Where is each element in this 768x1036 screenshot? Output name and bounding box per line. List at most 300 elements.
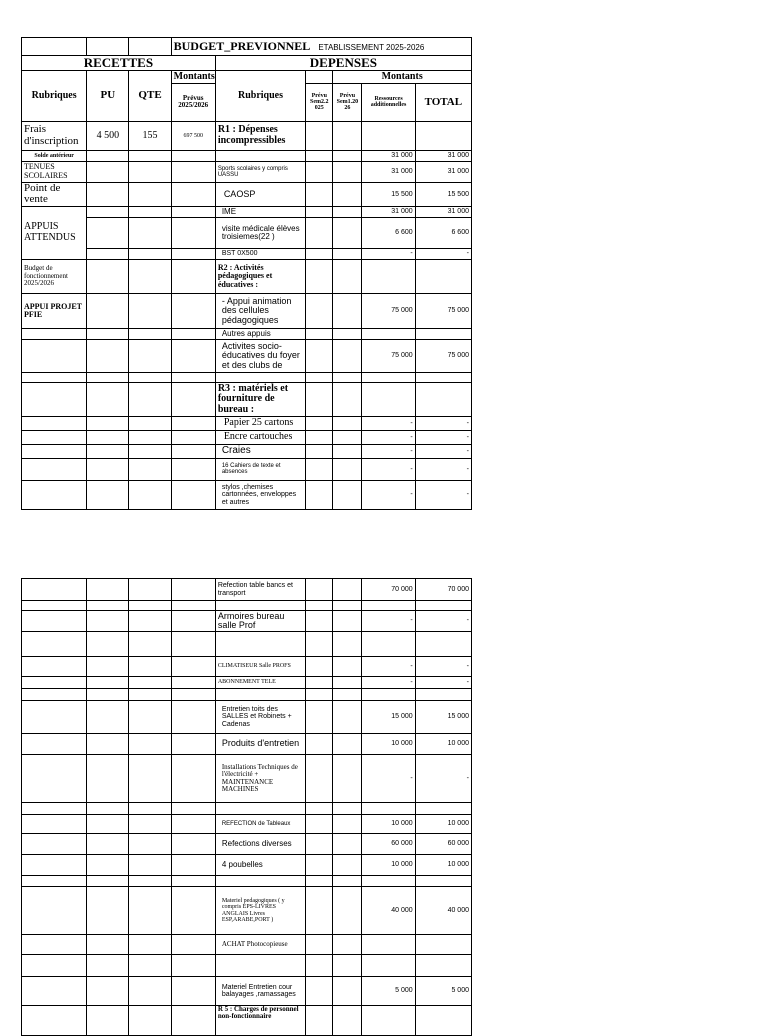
blank-cell [306, 161, 333, 182]
depense-label: ABONNEMENT TELE [215, 677, 305, 689]
blank-cell [87, 1006, 129, 1036]
ressources-header: Ressources additionnelles [362, 83, 415, 121]
blank-cell [306, 150, 333, 161]
blank-cell [22, 803, 87, 815]
depense-label: Encre cartouches [215, 430, 305, 444]
total-value [415, 328, 471, 339]
blank-cell [333, 955, 362, 977]
ressources-value: 60 000 [362, 834, 415, 855]
blank-cell [129, 887, 171, 935]
blank-cell [215, 372, 305, 382]
total-value: - [415, 430, 471, 444]
blank-cell [171, 955, 215, 977]
blank-cell [22, 657, 87, 677]
blank-cell [333, 293, 362, 328]
blank-cell [333, 382, 362, 416]
total-value: - [415, 248, 471, 259]
blank-cell [129, 689, 171, 701]
appui-projet-label: APPUI PROJET PFIE [22, 293, 87, 328]
blank-cell [415, 259, 471, 293]
blank-cell [215, 876, 305, 887]
blank-cell [306, 803, 333, 815]
blank-cell [22, 1006, 87, 1036]
blank-cell [306, 632, 333, 657]
blank-cell [215, 803, 305, 815]
blank-cell [87, 689, 129, 701]
blank-cell [171, 372, 215, 382]
ressources-value: - [362, 677, 415, 689]
prevus-header: Prévus 2025/2026 [171, 83, 215, 121]
blank-cell [87, 38, 129, 56]
blank-cell [129, 1006, 171, 1036]
blank-cell [306, 657, 333, 677]
ressources-value: 6 600 [362, 217, 415, 248]
blank-cell [129, 293, 171, 328]
blank-cell [129, 458, 171, 480]
etablissement-subtitle: ETABLISSEMENT 2025-2026 [318, 43, 425, 52]
ressources-value: - [362, 248, 415, 259]
depense-label: visite médicale élèves troisiemes(22 ) [215, 217, 305, 248]
blank-cell [306, 611, 333, 632]
title-cell [171, 38, 471, 56]
qte-header: QTE [129, 70, 171, 121]
depense-label: Refection table bancs et transport [215, 579, 305, 601]
blank-cell [415, 876, 471, 887]
prevu-sem-header: Prévu Sem1.20 26 [333, 83, 362, 121]
blank-cell [129, 339, 171, 372]
depense-label: Activites socio-éducatives du foyer et des clubs de [215, 339, 305, 372]
blank-cell [306, 458, 333, 480]
depense-label: Autres appuis [215, 328, 305, 339]
ressources-value: 70 000 [362, 579, 415, 601]
blank-cell [333, 815, 362, 834]
blank-cell [129, 259, 171, 293]
blank-cell [171, 416, 215, 430]
budget-fonctionnement-label: Budget de fonctionnement 2025/2026 [22, 259, 87, 293]
blank-cell [171, 444, 215, 458]
blank-cell [306, 328, 333, 339]
blank-cell [333, 876, 362, 887]
blank-cell [306, 480, 333, 509]
blank-cell [171, 834, 215, 855]
blank-cell [87, 677, 129, 689]
blank-cell [171, 206, 215, 217]
total-value: 6 600 [415, 217, 471, 248]
blank-cell [415, 121, 471, 150]
blank-cell [333, 834, 362, 855]
depense-label: Craies [215, 444, 305, 458]
blank-cell [306, 293, 333, 328]
blank-cell [171, 430, 215, 444]
blank-cell [333, 444, 362, 458]
total-header: TOTAL [415, 83, 471, 121]
blank-cell [171, 611, 215, 632]
blank-cell [129, 38, 171, 56]
blank-cell [129, 815, 171, 834]
blank-cell [306, 755, 333, 803]
blank-cell [87, 339, 129, 372]
depense-label: 16 Cahiers de texte et absences [215, 458, 305, 480]
blank-cell [306, 1006, 333, 1036]
blank-cell [22, 372, 87, 382]
ressources-value [362, 328, 415, 339]
blank-cell [171, 977, 215, 1006]
blank-cell [306, 601, 333, 611]
blank-cell [415, 689, 471, 701]
blank-cell [171, 259, 215, 293]
blank-cell [87, 150, 129, 161]
blank-cell [129, 382, 171, 416]
blank-cell [333, 217, 362, 248]
frais-pu: 4 500 [87, 121, 129, 150]
blank-cell [415, 382, 471, 416]
blank-cell [171, 480, 215, 509]
blank-cell [129, 480, 171, 509]
blank-cell [22, 611, 87, 632]
blank-cell [415, 601, 471, 611]
blank-cell [129, 328, 171, 339]
blank-cell [333, 601, 362, 611]
blank-cell [362, 121, 415, 150]
blank-cell [333, 677, 362, 689]
blank-cell [306, 579, 333, 601]
blank-cell [87, 372, 129, 382]
blank-cell [22, 579, 87, 601]
blank-cell [333, 416, 362, 430]
blank-cell [22, 977, 87, 1006]
blank-cell [129, 935, 171, 955]
blank-cell [171, 161, 215, 182]
blank-cell [129, 161, 171, 182]
blank-cell [22, 458, 87, 480]
blank-cell [22, 328, 87, 339]
budget-title: BUDGET_PREVIONNEL [173, 39, 311, 53]
blank-cell [22, 339, 87, 372]
recettes-montants-header: Montants [171, 70, 215, 83]
ressources-value: 31 000 [362, 150, 415, 161]
blank-cell [129, 579, 171, 601]
blank-cell [215, 601, 305, 611]
blank-cell [22, 876, 87, 887]
blank-cell [171, 855, 215, 876]
blank-cell [87, 217, 129, 248]
ressources-value [362, 935, 415, 955]
blank-cell [306, 416, 333, 430]
blank-cell [333, 689, 362, 701]
depense-label: Materiel pedagogiques ( y compris EPS-LIVRES ANGLAIS Livres ESP,ARABE,PORT ) [215, 887, 305, 935]
blank-cell [171, 217, 215, 248]
ressources-value: 10 000 [362, 855, 415, 876]
blank-cell [171, 339, 215, 372]
blank-cell [22, 632, 87, 657]
blank-cell [22, 701, 87, 734]
blank-cell [306, 444, 333, 458]
blank-cell [306, 955, 333, 977]
depenses-montants-header: Montants [333, 70, 472, 83]
blank-cell [333, 701, 362, 734]
blank-cell [129, 217, 171, 248]
ressources-value: - [362, 458, 415, 480]
blank-cell [87, 755, 129, 803]
blank-cell [333, 161, 362, 182]
blank-cell [333, 734, 362, 755]
depense-label: CAOSP [215, 182, 305, 206]
budget-table-page2 [21, 578, 472, 1036]
blank-cell [171, 328, 215, 339]
blank-cell [22, 480, 87, 509]
total-value: - [415, 755, 471, 803]
total-value: - [415, 444, 471, 458]
depense-label: BST 0X500 [215, 248, 305, 259]
blank-cell [87, 876, 129, 887]
blank-cell [333, 977, 362, 1006]
blank-cell [333, 121, 362, 150]
pu-header: PU [87, 70, 129, 121]
blank-cell [87, 293, 129, 328]
blank-cell [171, 382, 215, 416]
blank-cell [362, 372, 415, 382]
blank-cell [22, 416, 87, 430]
blank-cell [306, 70, 333, 83]
blank-cell [306, 887, 333, 935]
blank-cell [306, 430, 333, 444]
ressources-value: - [362, 430, 415, 444]
blank-cell [87, 601, 129, 611]
blank-cell [333, 248, 362, 259]
blank-cell [87, 206, 129, 217]
blank-cell [87, 803, 129, 815]
blank-cell [171, 182, 215, 206]
blank-cell [22, 430, 87, 444]
blank-cell [171, 755, 215, 803]
blank-cell [306, 382, 333, 416]
blank-cell [362, 955, 415, 977]
blank-cell [333, 887, 362, 935]
blank-cell [215, 689, 305, 701]
ressources-value: - [362, 416, 415, 430]
blank-cell [129, 632, 171, 657]
ressources-value: 31 000 [362, 206, 415, 217]
blank-cell [129, 977, 171, 1006]
blank-cell [129, 734, 171, 755]
blank-cell [129, 855, 171, 876]
blank-cell [87, 161, 129, 182]
appuis-label: APPUIS ATTENDUS [22, 206, 87, 259]
depense-label: Papier 25 cartons [215, 416, 305, 430]
blank-cell [306, 876, 333, 887]
blank-cell [171, 1006, 215, 1036]
blank-cell [22, 935, 87, 955]
blank-cell [171, 601, 215, 611]
frais-qte: 155 [129, 121, 171, 150]
blank-cell [87, 430, 129, 444]
depense-label: IME [215, 206, 305, 217]
blank-cell [171, 734, 215, 755]
total-value: - [415, 677, 471, 689]
blank-cell [87, 248, 129, 259]
ressources-value: 5 000 [362, 977, 415, 1006]
blank-cell [333, 632, 362, 657]
blank-cell [333, 150, 362, 161]
blank-cell [171, 677, 215, 689]
blank-cell [306, 339, 333, 372]
blank-cell [306, 372, 333, 382]
ressources-value: - [362, 444, 415, 458]
blank-cell [129, 430, 171, 444]
total-value: - [415, 657, 471, 677]
blank-cell [306, 935, 333, 955]
recettes-header: RECETTES [22, 55, 216, 70]
blank-cell [171, 657, 215, 677]
blank-cell [171, 887, 215, 935]
blank-cell [87, 444, 129, 458]
ressources-value: - [362, 611, 415, 632]
blank-cell [215, 955, 305, 977]
blank-cell [129, 372, 171, 382]
blank-cell [306, 217, 333, 248]
blank-cell [129, 248, 171, 259]
blank-cell [171, 935, 215, 955]
blank-cell [333, 339, 362, 372]
depenses-header: DEPENSES [215, 55, 471, 70]
depenses-rubriques-header: Rubriques [215, 70, 305, 121]
blank-cell [333, 328, 362, 339]
blank-cell [87, 480, 129, 509]
blank-cell [87, 935, 129, 955]
blank-cell [129, 955, 171, 977]
blank-cell [87, 977, 129, 1006]
blank-cell [333, 259, 362, 293]
total-value: - [415, 416, 471, 430]
depense-label: - Appui animation des cellules pédagogiques [215, 293, 305, 328]
blank-cell [22, 855, 87, 876]
blank-cell [22, 38, 87, 56]
blank-cell [362, 689, 415, 701]
frais-prevus: 697 500 [171, 121, 215, 150]
blank-cell [129, 803, 171, 815]
blank-cell [87, 855, 129, 876]
ressources-value: 40 000 [362, 887, 415, 935]
total-value: 31 000 [415, 206, 471, 217]
blank-cell [362, 876, 415, 887]
blank-cell [87, 815, 129, 834]
frais-label: Frais d'inscription [22, 121, 87, 150]
depense-label: stylos ,chemises cartonnées, enveloppes et autres [215, 480, 305, 509]
ressources-value: - [362, 480, 415, 509]
blank-cell [171, 803, 215, 815]
blank-cell [171, 293, 215, 328]
blank-cell [22, 755, 87, 803]
ressources-value: 15 000 [362, 701, 415, 734]
blank-cell [362, 259, 415, 293]
blank-cell [306, 182, 333, 206]
blank-cell [87, 416, 129, 430]
blank-cell [129, 182, 171, 206]
total-value: 31 000 [415, 161, 471, 182]
blank-cell [306, 677, 333, 689]
total-value [415, 935, 471, 955]
blank-cell [415, 632, 471, 657]
ressources-value: 10 000 [362, 815, 415, 834]
blank-cell [333, 755, 362, 803]
blank-cell [22, 677, 87, 689]
depense-label: CLIMATISEUR Salle PROFS [215, 657, 305, 677]
blank-cell [87, 382, 129, 416]
blank-cell [87, 955, 129, 977]
blank-cell [171, 150, 215, 161]
blank-cell [333, 935, 362, 955]
blank-cell [333, 372, 362, 382]
ressources-value: - [362, 657, 415, 677]
total-value: 70 000 [415, 579, 471, 601]
blank-cell [171, 689, 215, 701]
blank-cell [415, 955, 471, 977]
blank-cell [87, 611, 129, 632]
blank-cell [87, 657, 129, 677]
ressources-value: 15 500 [362, 182, 415, 206]
blank-cell [129, 755, 171, 803]
blank-cell [306, 734, 333, 755]
blank-cell [171, 579, 215, 601]
ressources-value: 75 000 [362, 339, 415, 372]
blank-cell [171, 632, 215, 657]
blank-cell [87, 458, 129, 480]
blank-cell [333, 657, 362, 677]
blank-cell [415, 1006, 471, 1036]
blank-cell [129, 416, 171, 430]
blank-cell [333, 579, 362, 601]
blank-cell [306, 977, 333, 1006]
solde-label: Solde antérieur [22, 150, 87, 161]
blank-cell [362, 382, 415, 416]
blank-cell [362, 632, 415, 657]
blank-cell [171, 248, 215, 259]
blank-cell [362, 1006, 415, 1036]
blank-cell [306, 206, 333, 217]
depense-label: Armoires bureau salle Prof [215, 611, 305, 632]
r5-heading: R 5 : Charges de personnel non-fonctionnaire [215, 1006, 305, 1036]
depense-label [215, 150, 305, 161]
blank-cell [87, 579, 129, 601]
blank-cell [333, 1006, 362, 1036]
blank-cell [171, 701, 215, 734]
total-value: 40 000 [415, 887, 471, 935]
blank-cell [171, 458, 215, 480]
blank-cell [129, 701, 171, 734]
blank-cell [333, 855, 362, 876]
blank-cell [306, 834, 333, 855]
total-value: 5 000 [415, 977, 471, 1006]
blank-cell [22, 689, 87, 701]
blank-cell [129, 876, 171, 887]
ressources-value: 10 000 [362, 734, 415, 755]
blank-cell [306, 701, 333, 734]
blank-cell [22, 955, 87, 977]
blank-cell [333, 611, 362, 632]
blank-cell [22, 834, 87, 855]
depense-label: Installations Techniques de l'électricité + MAINTENANCE MACHINES [215, 755, 305, 803]
blank-cell [333, 206, 362, 217]
r3-heading: R3 : matériels et fourniture de bureau : [215, 382, 305, 416]
blank-cell [333, 430, 362, 444]
blank-cell [22, 444, 87, 458]
total-value: 31 000 [415, 150, 471, 161]
depense-label: Produits d'entretien [215, 734, 305, 755]
blank-cell [171, 876, 215, 887]
blank-cell [333, 480, 362, 509]
total-value: 75 000 [415, 339, 471, 372]
blank-cell [333, 458, 362, 480]
